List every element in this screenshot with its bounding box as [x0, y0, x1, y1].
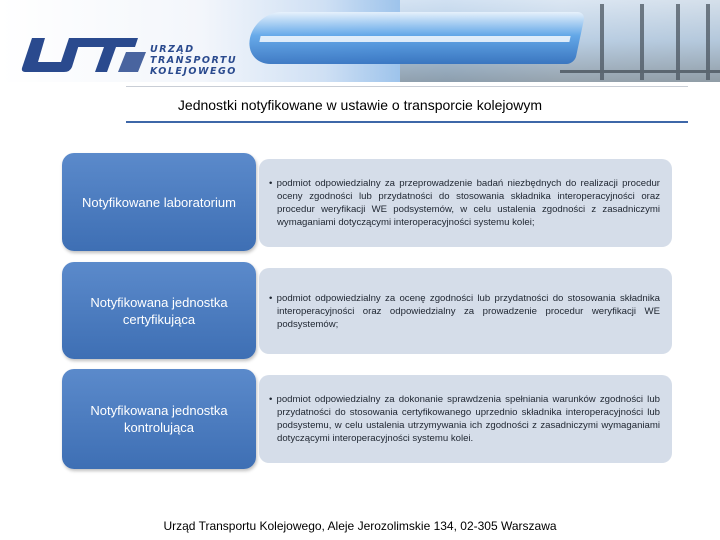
- definition-box: [259, 375, 672, 463]
- divider-top: [126, 86, 688, 87]
- rail-track: [560, 70, 720, 73]
- footer-address: Urząd Transportu Kolejowego, Aleje Jerozolimskie 134, 02-305 Warszawa: [163, 519, 557, 533]
- catenary-pole: [676, 4, 680, 80]
- logo-line: URZĄD: [150, 44, 195, 55]
- slide-title: Jednostki notyfikowane w ustawie o transporcie kolejowym: [177, 97, 543, 113]
- divider-title: [126, 121, 688, 123]
- term-label: Notyfikowane laboratorium: [82, 194, 236, 210]
- definition-box: [259, 268, 672, 354]
- definition-text: • podmiot odpowiedzialny za przeprowadzenie badań niezbędnych do realizacji procedur oceny zgodności lub przydatności do stosowania składnika interoperacyjności oraz procedur weryfikacji WE podsystemów, w celu ustalenia zgodności z zasadniczymi wymaganiami dotyczącymi interoperacyjności systemu kolei;: [267, 177, 660, 229]
- term-box: [62, 369, 256, 469]
- term-box: [62, 153, 256, 251]
- definition-text: • podmiot odpowiedzialny za ocenę zgodności lub przydatności do stosowania składnika interoperacyjności oraz odpowiedzialny za prowadzenie procedur weryfikacji WE podsystemów;: [267, 292, 660, 331]
- logo-wordmark: [150, 44, 237, 77]
- definition-text: • podmiot odpowiedzialny za dokonanie sprawdzenia spełniania warunków zgodności lub przydatności do stosowania certyfikowanego uprzednio składnika interoperacyjności lub podsystemu, w celu ustalenia utrzymywania ich zgodności z zasadniczymi wymaganiami dotyczącymi interoperacyjności systemu kolei.: [267, 393, 660, 445]
- train-stripe: [259, 36, 570, 42]
- term-label: Notyfikowana jednostka kontrolująca: [90, 403, 228, 435]
- header-banner: [0, 0, 720, 82]
- catenary-pole: [640, 4, 644, 80]
- term-box: [62, 262, 256, 359]
- catenary-pole: [600, 4, 604, 80]
- logo-line: TRANSPORTU: [150, 55, 238, 66]
- term-label: Notyfikowana jednostka certyfikująca: [90, 294, 228, 327]
- catenary-pole: [706, 4, 710, 80]
- logo-line: KOLEJOWEGO: [150, 66, 237, 77]
- utk-logo-icon: [18, 34, 148, 76]
- definition-box: [259, 159, 672, 247]
